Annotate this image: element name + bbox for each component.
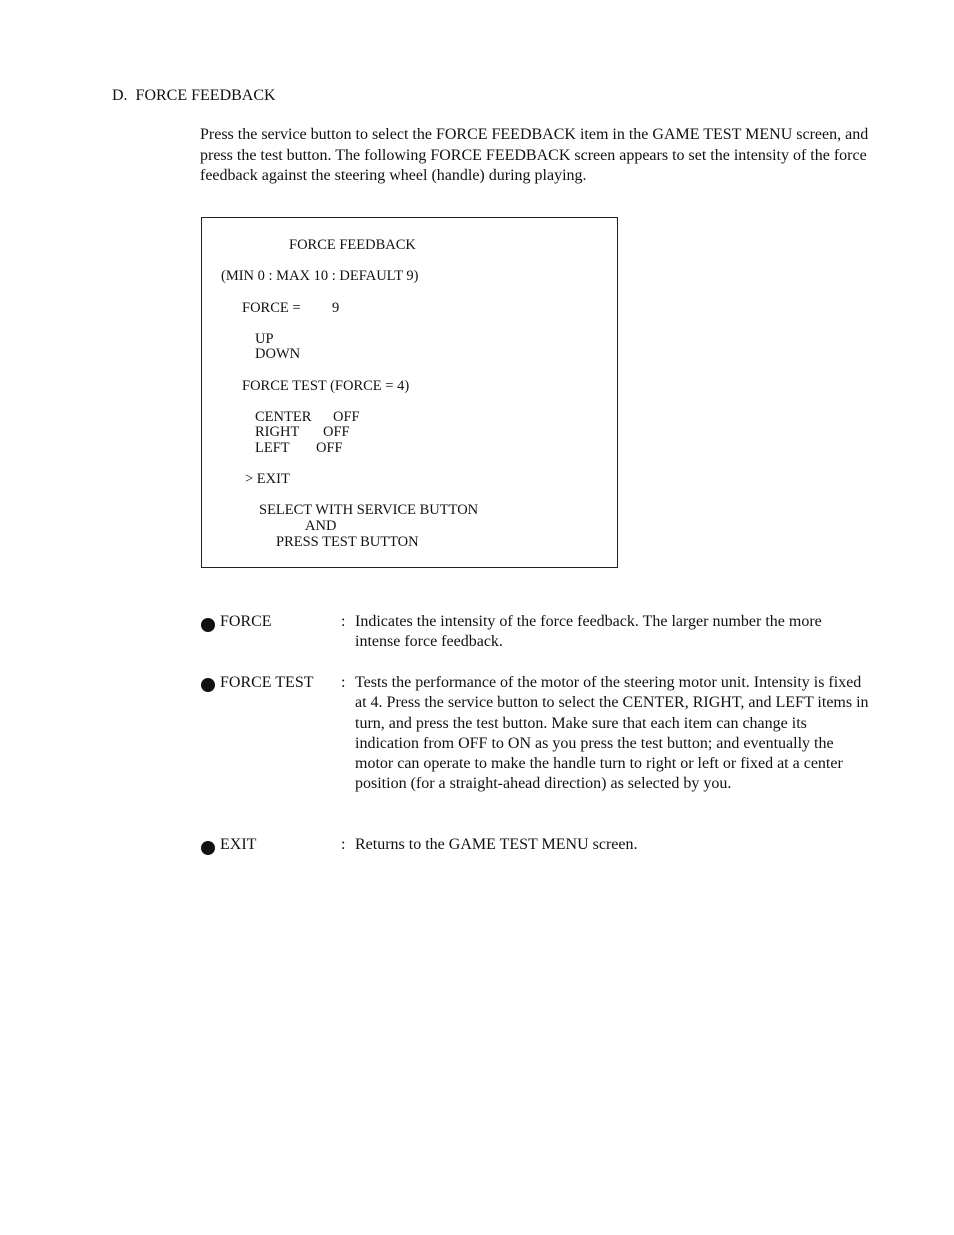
force-test-label: FORCE TEST (FORCE = 4)	[242, 378, 410, 394]
section-heading: D. FORCE FEEDBACK	[112, 87, 276, 104]
definition-colon: :	[341, 836, 346, 853]
bullet-icon	[201, 678, 215, 692]
definition-colon: :	[341, 613, 346, 630]
menu-item-exit: > EXIT	[245, 471, 290, 487]
test-item-left-state: OFF	[316, 440, 343, 456]
bullet-icon	[201, 618, 215, 632]
instruction-line-2: AND	[305, 518, 337, 534]
force-label: FORCE =	[242, 300, 301, 316]
test-item-right-state: OFF	[323, 424, 350, 440]
intro-paragraph: Press the service button to select the FORCE FEEDBACK item in the GAME TEST MENU screen, and press the test button. The following FORCE FEEDBACK screen appears to set the intensity of the force feedback against the steering wheel (handle) during playing.	[200, 126, 869, 184]
test-item-left-label: LEFT	[255, 440, 290, 456]
test-item-center-state: OFF	[333, 409, 360, 425]
definition-desc-exit: Returns to the GAME TEST MENU screen.	[355, 836, 638, 853]
test-item-right-label: RIGHT	[255, 424, 300, 440]
menu-item-down: DOWN	[255, 346, 301, 362]
screen-title: FORCE FEEDBACK	[289, 237, 416, 253]
definition-term-force: FORCE	[220, 613, 272, 630]
bullet-icon	[201, 841, 215, 855]
instruction-line-3: PRESS TEST BUTTON	[276, 534, 419, 550]
test-item-center-label: CENTER	[255, 409, 312, 425]
definition-term-force-test: FORCE TEST	[220, 674, 314, 691]
definition-colon: :	[341, 674, 346, 691]
definition-desc-force: Indicates the intensity of the force feedback. The larger number the more intense force feedback.	[355, 613, 822, 651]
definition-term-exit: EXIT	[220, 836, 257, 853]
force-feedback-screen	[201, 217, 618, 568]
menu-item-up: UP	[255, 331, 274, 347]
instruction-line-1: SELECT WITH SERVICE BUTTON	[259, 502, 479, 518]
screen-range: (MIN 0 : MAX 10 : DEFAULT 9)	[221, 268, 419, 284]
definition-desc-force-test: Tests the performance of the motor of the steering motor unit. Intensity is fixed at 4. Press the service button to select the CENTER, RIGHT, and LEFT items in turn, and press the test button. Make sure that each item can change its indication from OFF to ON as you press the test button; and eventually the motor can operate to make the handle turn to right or left or fixed at a center position (for a straight-ahead direction) as selected by you.	[355, 674, 869, 793]
force-value: 9	[332, 300, 340, 316]
